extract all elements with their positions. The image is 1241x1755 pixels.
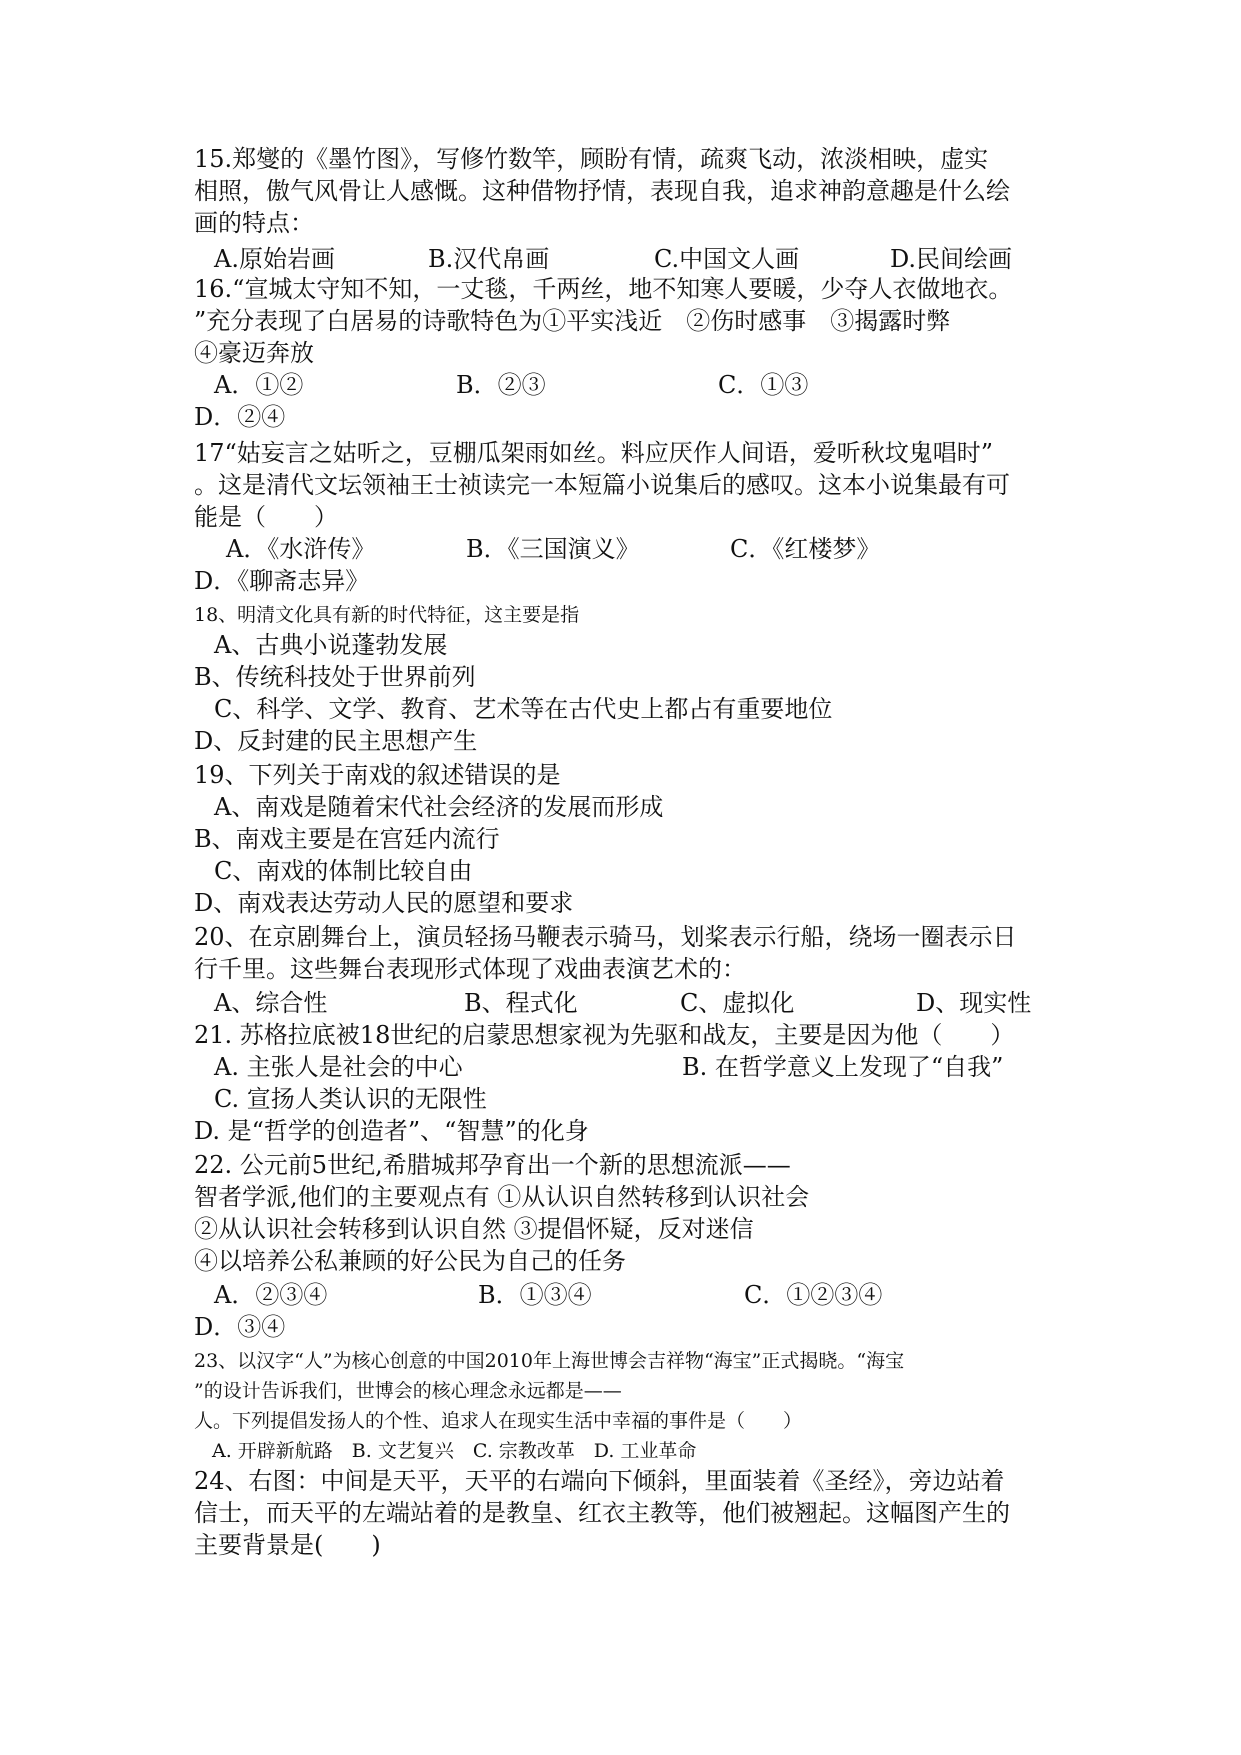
q17-option-d: D．《聊斋志异》 xyxy=(194,567,370,595)
q15-line-1: 15.郑燮的《墨竹图》，写修竹数竿，顾盼有情，疏爽飞动，浓淡相映，虚实 xyxy=(194,145,989,173)
q22-line-1: 22. 公元前5世纪,希腊城邦孕育出一个新的思想流派—— xyxy=(194,1151,791,1179)
q16-line-2: ”充分表现了白居易的诗歌特色为①平实浅近 ②伤时感事 ③揭露时弊 xyxy=(194,307,951,335)
q17-line-1: 17“姑妄言之姑听之，豆棚瓜架雨如丝。料应厌作人间语，爱听秋坟鬼唱时” xyxy=(194,439,994,467)
q16-option-b: B．②③ xyxy=(456,371,546,399)
q20-line-1: 20、在京剧舞台上，演员轻扬马鞭表示骑马，划桨表示行船，绕场一圈表示日 xyxy=(194,923,1017,951)
q24-line-2: 信士，而天平的左端站着的是教皇、红衣主教等，他们被翘起。这幅图产生的 xyxy=(194,1499,1010,1527)
q20-option-a: A、综合性 xyxy=(214,989,328,1017)
q17-option-b: B．《三国演义》 xyxy=(466,535,640,563)
q22-line-2: 智者学派,他们的主要观点有 ①从认识自然转移到认识社会 xyxy=(194,1183,810,1211)
q20-line-2: 行千里。这些舞台表现形式体现了戏曲表演艺术的： xyxy=(194,955,746,983)
q15-option-b: B.汉代帛画 xyxy=(428,245,550,273)
q16-option-d: D．②④ xyxy=(194,403,286,431)
q17-option-c: C．《红楼梦》 xyxy=(730,535,881,563)
q19-option-c: C、南戏的体制比较自由 xyxy=(214,857,473,885)
q18-option-d: D、反封建的民主思想产生 xyxy=(194,727,478,755)
q23-line-2: ”的设计告诉我们，世博会的核心理念永远都是—— xyxy=(194,1380,622,1402)
q16-line-3: ④豪迈奔放 xyxy=(194,339,314,367)
q21-option-d: D. 是“哲学的创造者”、“智慧”的化身 xyxy=(194,1117,589,1145)
q22-line-3: ②从认识社会转移到认识自然 ③提倡怀疑，反对迷信 xyxy=(194,1215,754,1243)
q24-line-3: 主要背景是( ) xyxy=(194,1531,381,1559)
q18-option-c: C、科学、文学、教育、艺术等在古代史上都占有重要地位 xyxy=(214,695,833,723)
q23-options: A. 开辟新航路 B. 文艺复兴 C. 宗教改革 D. 工业革命 xyxy=(212,1440,697,1462)
q15-line-3: 画的特点： xyxy=(194,209,314,237)
q22-option-a: A．②③④ xyxy=(214,1281,328,1309)
q22-option-b: B．①③④ xyxy=(478,1281,592,1309)
q19-option-b: B、南戏主要是在宫廷内流行 xyxy=(194,825,500,853)
q20-option-b: B、程式化 xyxy=(464,989,578,1017)
q22-line-4: ④以培养公私兼顾的好公民为自己的任务 xyxy=(194,1247,626,1275)
q18-option-b: B、传统科技处于世界前列 xyxy=(194,663,476,691)
q17-option-a: A．《水浒传》 xyxy=(226,535,376,563)
q17-line-3: 能是（ ） xyxy=(194,503,338,531)
q19-stem: 19、下列关于南戏的叙述错误的是 xyxy=(194,761,561,789)
q21-stem: 21. 苏格拉底被18世纪的启蒙思想家视为先驱和战友，主要是因为他（ ） xyxy=(194,1021,1015,1049)
q23-line-3: 人。下列提倡发扬人的个性、追求人在现实生活中幸福的事件是（ ） xyxy=(194,1410,803,1432)
q21-option-c: C. 宣扬人类认识的无限性 xyxy=(214,1085,487,1113)
q16-line-1: 16.“宣城太守知不知，一丈毯，千两丝，地不知寒人要暖，少夺人衣做地衣。 xyxy=(194,275,1013,303)
q22-option-d: D．③④ xyxy=(194,1313,286,1341)
q23-line-1: 23、以汉字“人”为核心创意的中国2010年上海世博会吉祥物“海宝”正式揭晓。“海宝 xyxy=(194,1350,905,1372)
q18-option-a: A、古典小说蓬勃发展 xyxy=(214,631,448,659)
q20-option-c: C、虚拟化 xyxy=(680,989,795,1017)
q15-option-a: A.原始岩画 xyxy=(214,245,335,273)
q21-option-a: A. 主张人是社会的中心 xyxy=(214,1053,463,1081)
q24-line-1: 24、右图：中间是天平，天平的右端向下倾斜，里面装着《圣经》，旁边站着 xyxy=(194,1467,1005,1495)
q22-option-c: C．①②③④ xyxy=(744,1281,883,1309)
q16-option-c: C．①③ xyxy=(718,371,809,399)
q21-option-b: B. 在哲学意义上发现了“自我” xyxy=(682,1053,1004,1081)
q20-option-d: D、现实性 xyxy=(916,989,1032,1017)
q15-line-2: 相照，傲气风骨让人感慨。这种借物抒情，表现自我，追求神韵意趣是什么绘 xyxy=(194,177,1010,205)
q19-option-d: D、南戏表达劳动人民的愿望和要求 xyxy=(194,889,574,917)
q15-option-c: C.中国文人画 xyxy=(654,245,800,273)
q16-option-a: A．①② xyxy=(214,371,304,399)
q17-line-2: 。这是清代文坛领袖王士祯读完一本短篇小说集后的感叹。这本小说集最有可 xyxy=(194,471,1010,499)
q18-stem: 18、明清文化具有新的时代特征，这主要是指 xyxy=(194,604,580,626)
q19-option-a: A、南戏是随着宋代社会经济的发展而形成 xyxy=(214,793,664,821)
q15-option-d: D.民间绘画 xyxy=(890,245,1013,273)
